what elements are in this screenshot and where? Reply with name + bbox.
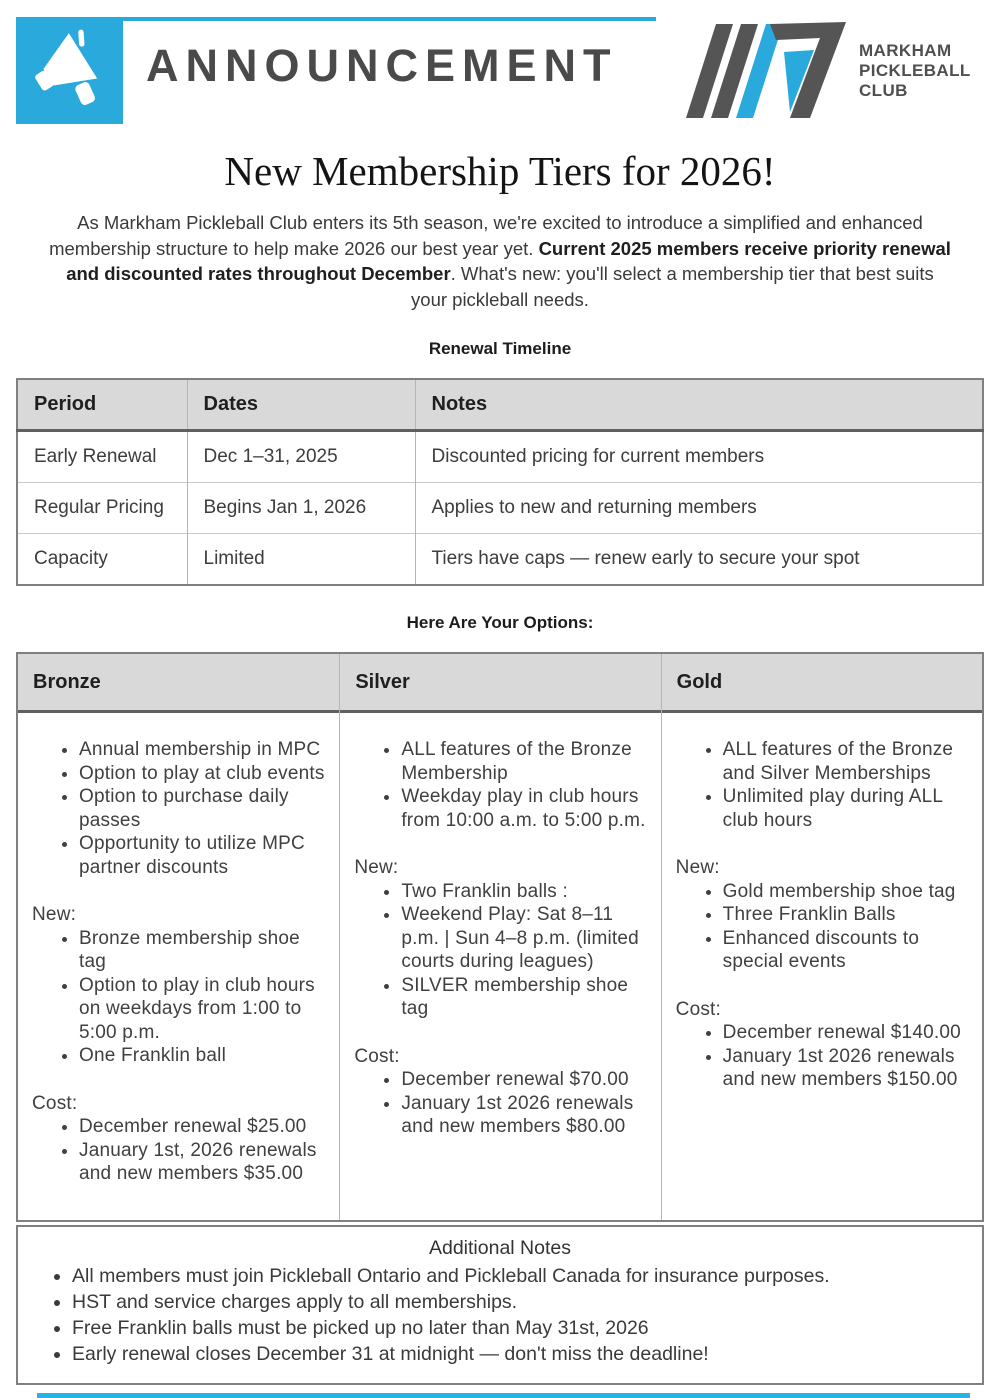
list-item: • January 1st 2026 renewals and new members $150.00 — [723, 1045, 970, 1092]
list-item: • Free Franklin balls must be picked up no later than May 31st, 2026 — [72, 1317, 972, 1341]
new-section-label: New: — [32, 904, 77, 925]
timeline-header-row — [17, 379, 983, 431]
tier-details — [662, 713, 982, 1220]
list-item: • All members must join Pickleball Ontario and Pickleball Canada for insurance purposes. — [72, 1265, 972, 1289]
new-section-label: New: — [675, 857, 720, 878]
tier-new-list — [32, 927, 327, 1068]
notes-heading: Additional Notes — [428, 1236, 571, 1259]
list-item: • January 1st 2026 renewals and new members $80.00 — [401, 1092, 648, 1139]
tier-cost-list — [32, 1115, 327, 1186]
list-item: • December renewal $140.00 — [723, 1021, 970, 1045]
tier-new-list — [354, 880, 648, 1021]
list-item: • Early renewal closes December 31 at midnight — don't miss the deadline! — [72, 1343, 972, 1367]
list-item: • Gold membership shoe tag — [723, 880, 970, 904]
tier-column — [339, 654, 660, 1220]
table-cell: Limited — [187, 534, 415, 586]
list-item: • One Franklin ball — [79, 1044, 327, 1068]
table-cell: Discounted pricing for current members — [415, 431, 983, 483]
table-row — [17, 431, 983, 483]
intro-paragraph — [48, 210, 953, 312]
intro-text-2: . What's new: you'll select a membership tier that best suits your pickleball needs. — [411, 263, 934, 310]
table-row — [17, 483, 983, 534]
timeline-column-header: Dates — [187, 379, 415, 431]
tier-cost-list — [676, 1021, 970, 1092]
notes-list — [28, 1265, 972, 1367]
list-item: • Bronze membership shoe tag — [79, 927, 327, 974]
list-item: • Option to play in club hours on weekdays from 1:00 to 5:00 p.m. — [79, 974, 327, 1045]
list-item: • Weekday play in club hours from 10:00 a.m. to 5:00 p.m. — [401, 785, 648, 832]
renewal-timeline-table — [16, 378, 984, 586]
table-cell: Dec 1–31, 2025 — [187, 431, 415, 483]
new-section-label: New: — [354, 857, 399, 878]
intro-text-1: As Markham Pickleball Club enters its 5th season, we're excited to introduce a simplified and enhanced membership structure to help make 2026 our best year yet. — [49, 212, 923, 259]
list-item: • ALL features of the Bronze and Silver Memberships — [723, 738, 970, 785]
additional-notes-box — [16, 1225, 984, 1386]
list-item: • Option to purchase daily passes — [79, 785, 327, 832]
list-item: • HST and service charges apply to all memberships. — [72, 1291, 972, 1315]
tier-details — [18, 713, 339, 1220]
list-item: • Two Franklin balls : — [401, 880, 648, 904]
table-cell: Capacity — [17, 534, 187, 586]
logo-line-1: MARKHAM — [859, 41, 952, 60]
membership-tiers-table — [16, 652, 984, 1222]
logo-line-3: CLUB — [859, 81, 908, 100]
table-row — [17, 534, 983, 586]
table-cell: Begins Jan 1, 2026 — [187, 483, 415, 534]
tier-name-header: Bronze — [18, 654, 339, 713]
tier-features-list — [354, 738, 648, 832]
tier-features-list — [676, 738, 970, 832]
tier-name-header: Silver — [340, 654, 660, 713]
timeline-column-header: Period — [17, 379, 187, 431]
tier-cost-list — [354, 1068, 648, 1139]
tier-features-list — [32, 738, 327, 879]
cost-section-label: Cost: — [354, 1045, 400, 1067]
table-cell: Tiers have caps — renew early to secure your spot — [415, 534, 983, 586]
club-logo-mark — [678, 12, 853, 122]
megaphone-icon — [16, 17, 123, 124]
announcement-label: ANNOUNCEMENT — [146, 40, 618, 91]
list-item: • SILVER membership shoe tag — [401, 974, 648, 1021]
list-item: • Unlimited play during ALL club hours — [723, 785, 970, 832]
list-item: • December renewal $70.00 — [401, 1068, 648, 1092]
top-accent-line — [123, 17, 656, 21]
tier-column — [18, 654, 339, 1220]
list-item: • December renewal $25.00 — [79, 1115, 327, 1139]
list-item: • Weekend Play: Sat 8–11 p.m. | Sun 4–8 p.m. (limited courts during leagues) — [401, 903, 648, 974]
table-cell: Early Renewal — [34, 446, 157, 467]
options-heading: Here Are Your Options: — [406, 613, 594, 632]
table-cell: Applies to new and returning members — [415, 483, 983, 534]
table-cell: Regular Pricing — [17, 483, 187, 534]
header-banner — [0, 0, 1000, 132]
cost-section-label: Cost: — [675, 998, 722, 1020]
tier-details — [340, 713, 660, 1220]
tier-name-header: Gold — [662, 654, 982, 713]
list-item: • ALL features of the Bronze Membership — [401, 738, 648, 785]
timeline-heading: Renewal Timeline — [428, 339, 572, 358]
timeline-column-header: Notes — [415, 379, 983, 431]
tier-new-list — [676, 880, 970, 974]
list-item: • Option to play at club events — [79, 762, 327, 786]
list-item: • Annual membership in MPC — [79, 738, 327, 762]
club-logo — [678, 12, 971, 122]
club-logo-text — [859, 41, 971, 101]
list-item: • Opportunity to utilize MPC partner discounts — [79, 832, 327, 879]
cost-section-label: Cost: — [32, 1092, 78, 1114]
list-item: • Enhanced discounts to special events — [723, 927, 970, 974]
page-title: New Membership Tiers for 2026! — [224, 148, 776, 194]
list-item: • Three Franklin Balls — [723, 903, 970, 927]
list-item: • January 1st, 2026 renewals and new members $35.00 — [79, 1139, 327, 1186]
tier-column — [661, 654, 982, 1220]
intro-text-bold: Current 2025 members receive priority renewal and discounted rates throughout December — [66, 237, 951, 284]
logo-line-2: PICKLEBALL — [859, 61, 971, 80]
